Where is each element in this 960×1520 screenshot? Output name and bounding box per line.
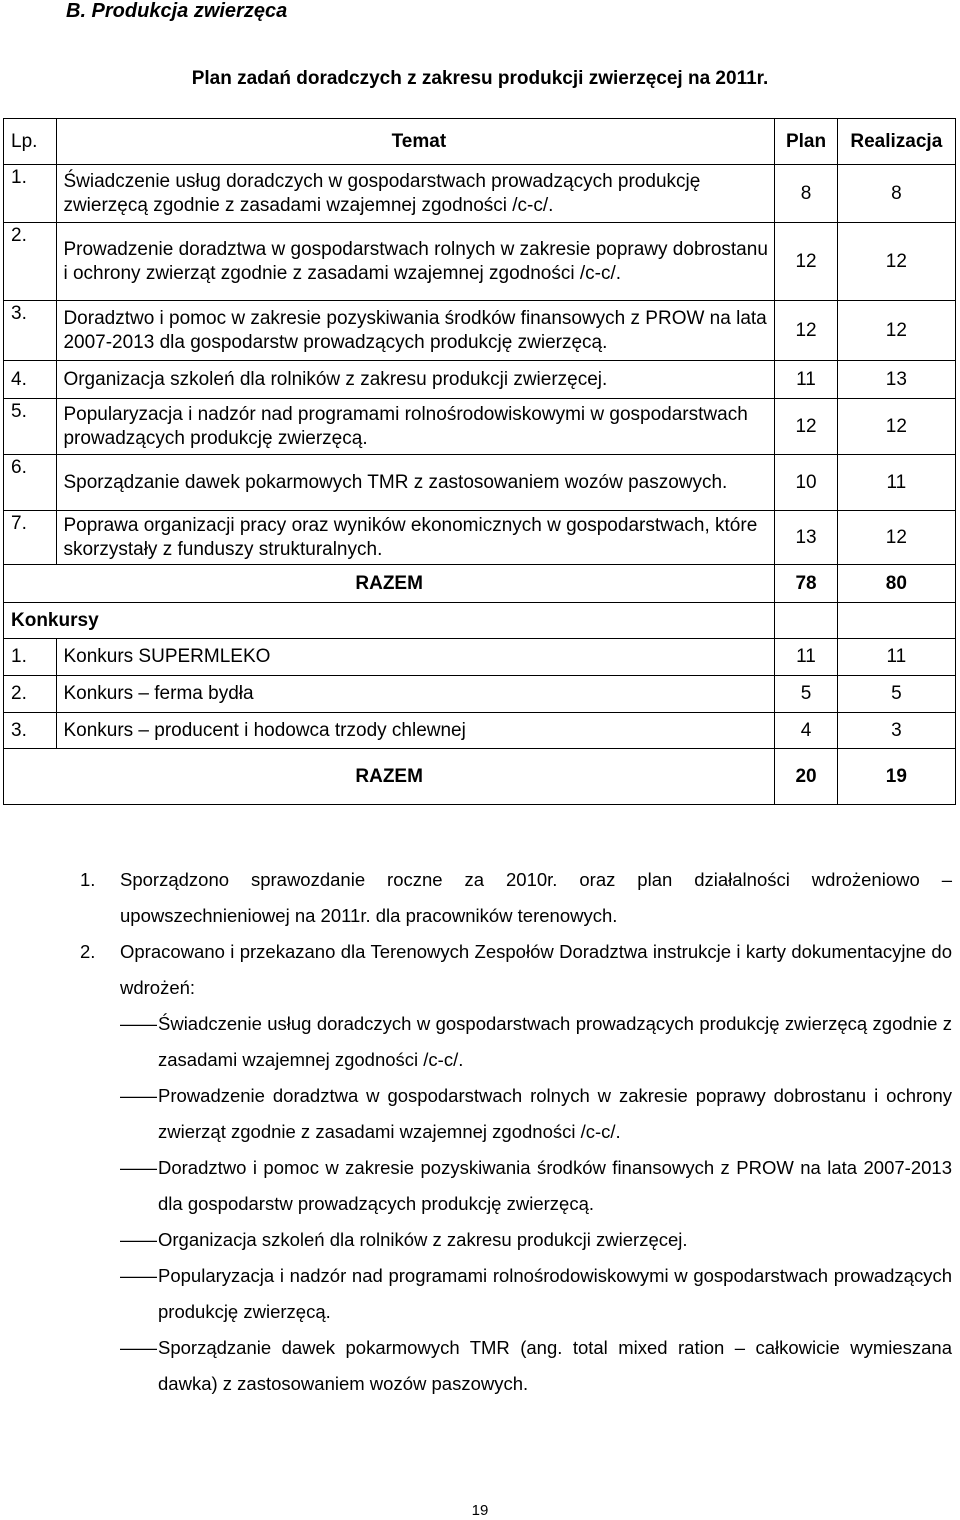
razem-realizacja: 19 (837, 749, 955, 805)
konkurs-temat: Konkurs SUPERMLEKO (57, 639, 775, 676)
dash-bullet: —— (120, 1337, 157, 1358)
dash-bullet: —— (120, 1265, 157, 1286)
row-realizacja: 12 (837, 301, 955, 361)
row-lp: 6. (4, 455, 57, 511)
sublist-text: Prowadzenie doradztwa w gospodarstwach rolnych w zakresie poprawy dobrostanu i ochrony zwierząt zgodnie z zasadami wzajemnej zgodności /c-c/. (158, 1085, 952, 1142)
konkurs-lp: 2. (4, 676, 57, 713)
table-row (4, 455, 956, 511)
plan-title: Plan zadań doradczych z zakresu produkcji zwierzęcej na 2011r. (191, 68, 769, 89)
row-plan: 12 (775, 399, 837, 455)
row-lp: 7. (4, 511, 57, 565)
konkurs-lp: 3. (4, 713, 57, 749)
row-lp: 1. (4, 165, 57, 223)
table-row (4, 223, 956, 301)
dash-bullet: —— (120, 1229, 157, 1250)
list-text: Sporządzono sprawozdanie roczne za 2010r. oraz plan działalności wdrożeniowo – upowszechnieniowej na 2011r. dla pracowników terenowych. (120, 869, 952, 926)
konkurs-plan: 5 (775, 676, 837, 713)
row-lp: 5. (4, 399, 57, 455)
row-temat: Doradztwo i pomoc w zakresie pozyskiwania środków finansowych z PROW na lata 2007-2013 dla gospodarstw prowadzących produkcję zwierzęcą. (57, 301, 775, 361)
header-temat: Temat (57, 119, 775, 165)
razem-plan: 20 (775, 749, 837, 805)
page-number: 19 (471, 1502, 489, 1519)
plan-table (3, 118, 956, 805)
table-row (4, 511, 956, 565)
razem-row (4, 565, 956, 603)
konkurs-lp: 1. (4, 639, 57, 676)
konkursy-label: Konkursy (4, 603, 775, 639)
row-lp: 4. (4, 361, 57, 399)
row-temat: Prowadzenie doradztwa w gospodarstwach rolnych w zakresie poprawy dobrostanu i ochrony zwierząt zgodnie z zasadami wzajemnej zgodności /c-c/. (57, 223, 775, 301)
row-temat: Sporządzanie dawek pokarmowych TMR z zastosowaniem wozów paszowych. (57, 455, 775, 511)
konkurs-realizacja: 3 (837, 713, 955, 749)
list-text: Opracowano i przekazano dla Terenowych Zespołów Doradztwa instrukcje i karty dokumentacyjne do wdrożeń: (120, 941, 952, 998)
table-row (4, 301, 956, 361)
list-item (80, 862, 952, 934)
razem-realizacja: 80 (837, 565, 955, 603)
row-lp: 3. (4, 301, 57, 361)
konkurs-plan: 4 (775, 713, 837, 749)
row-realizacja: 8 (837, 165, 955, 223)
razem-row (4, 749, 956, 805)
table-row (4, 361, 956, 399)
konkurs-temat: Konkurs – producent i hodowca trzody chlewnej (57, 713, 775, 749)
row-plan: 12 (775, 223, 837, 301)
section-title: B. Produkcja zwierzęca (66, 0, 288, 22)
konkurs-plan: 11 (775, 639, 837, 676)
row-realizacja: 11 (837, 455, 955, 511)
row-plan: 13 (775, 511, 837, 565)
sublist-item (80, 1330, 952, 1402)
list-item (80, 934, 952, 1006)
empty-cell (837, 603, 955, 639)
sublist-item (80, 1222, 952, 1258)
dash-bullet: —— (120, 1013, 157, 1034)
konkurs-temat: Konkurs – ferma bydła (57, 676, 775, 713)
list-number: 1. (80, 869, 96, 890)
header-lp: Lp. (4, 119, 57, 165)
row-realizacja: 13 (837, 361, 955, 399)
table-row (4, 165, 956, 223)
list-number: 2. (80, 941, 96, 962)
row-temat: Świadczenie usług doradczych w gospodarstwach prowadzących produkcję zwierzęcą zgodnie z zasadami wzajemnej zgodności /c-c/. (57, 165, 775, 223)
row-lp: 2. (4, 223, 57, 301)
sublist-text: Doradztwo i pomoc w zakresie pozyskiwania środków finansowych z PROW na lata 2007-2013 dla gospodarstw prowadzących produkcję zwierzęcą. (158, 1157, 952, 1214)
dash-bullet: —— (120, 1085, 157, 1106)
sublist-text: Organizacja szkoleń dla rolników z zakresu produkcji zwierzęcej. (158, 1229, 688, 1250)
sublist-text: Sporządzanie dawek pokarmowych TMR (ang. total mixed ration – całkowicie wymieszana dawka) z zastosowaniem wozów paszowych. (158, 1337, 952, 1394)
konkurs-row (4, 713, 956, 749)
sublist-item (80, 1006, 952, 1078)
konkurs-row (4, 639, 956, 676)
row-plan: 8 (775, 165, 837, 223)
razem-label: RAZEM (4, 749, 775, 805)
row-realizacja: 12 (837, 399, 955, 455)
sublist-item (80, 1150, 952, 1222)
row-temat: Organizacja szkoleń dla rolników z zakresu produkcji zwierzęcej. (57, 361, 775, 399)
row-temat: Poprawa organizacji pracy oraz wyników ekonomicznych w gospodarstwach, które skorzystały z funduszy strukturalnych. (57, 511, 775, 565)
header-plan: Plan (775, 119, 837, 165)
konkursy-header-row (4, 603, 956, 639)
table-header-row (4, 119, 956, 165)
konkurs-realizacja: 11 (837, 639, 955, 676)
sublist-text: Świadczenie usług doradczych w gospodarstwach prowadzących produkcję zwierzęcą zgodnie z zasadami wzajemnej zgodności /c-c/. (158, 1013, 952, 1070)
row-plan: 12 (775, 301, 837, 361)
row-plan: 11 (775, 361, 837, 399)
sublist-text: Popularyzacja i nadzór nad programami rolnośrodowiskowymi w gospodarstwach prowadzących produkcję zwierzęcą. (158, 1265, 952, 1322)
dash-bullet: —— (120, 1157, 157, 1178)
table-row (4, 399, 956, 455)
empty-cell (775, 603, 837, 639)
summary-list (80, 862, 952, 1402)
sublist-item (80, 1258, 952, 1330)
sublist-item (80, 1078, 952, 1150)
row-realizacja: 12 (837, 511, 955, 565)
row-plan: 10 (775, 455, 837, 511)
razem-label: RAZEM (4, 565, 775, 603)
konkurs-realizacja: 5 (837, 676, 955, 713)
razem-plan: 78 (775, 565, 837, 603)
row-realizacja: 12 (837, 223, 955, 301)
header-realizacja: Realizacja (837, 119, 955, 165)
row-temat: Popularyzacja i nadzór nad programami rolnośrodowiskowymi w gospodarstwach prowadzących produkcję zwierzęcą. (57, 399, 775, 455)
konkurs-row (4, 676, 956, 713)
